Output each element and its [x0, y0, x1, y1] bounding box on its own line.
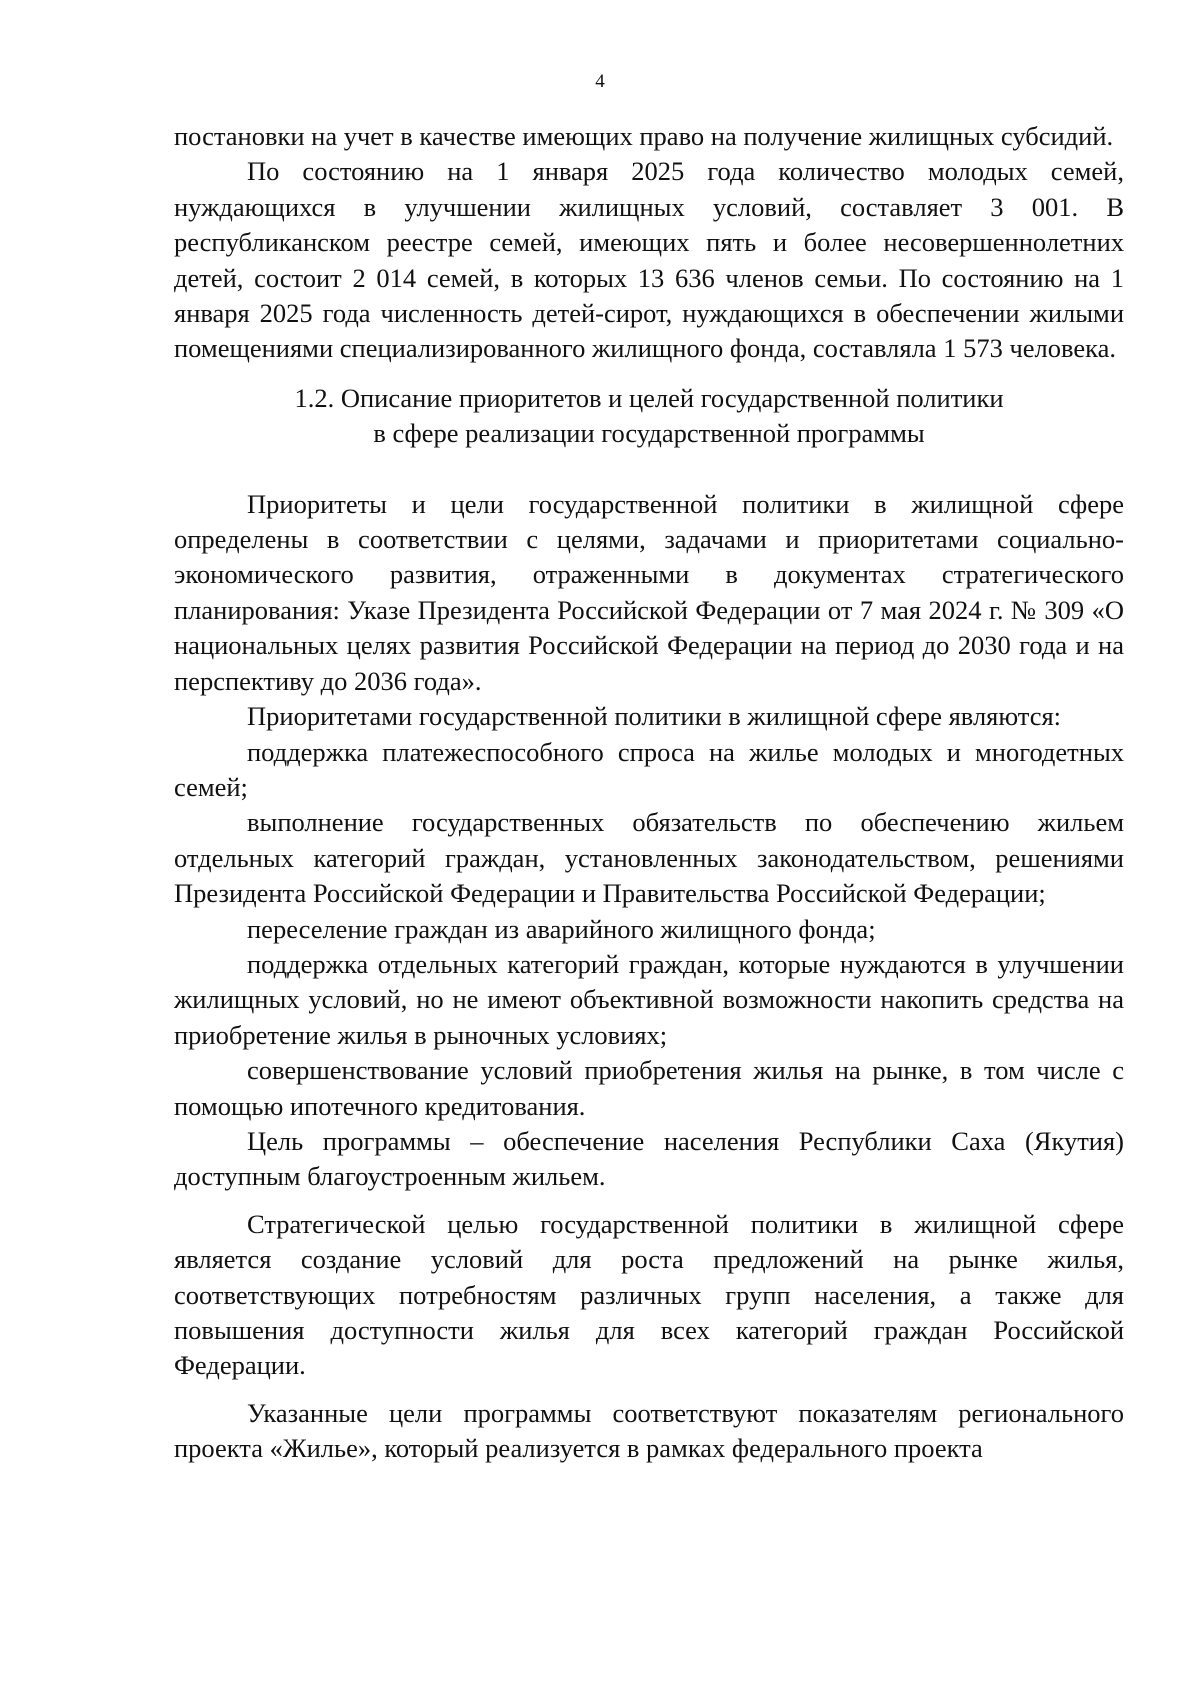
list-item-priority: совершенствование условий приобретения жилья на рынке, в том числе с помощью ипотечного кредитования.	[174, 1055, 1124, 1121]
page-body	[174, 119, 1124, 1467]
list-item-priority: поддержка отдельных категорий граждан, которые нуждаются в улучшении жилищных условий, но не имеют объективной возможности накопить средства на приобретение жилья в рыночных условиях;	[174, 948, 1124, 1050]
page-number: 4	[595, 71, 605, 92]
paragraph-priorities-intro: Приоритетами государственной политики в жилищной сфере являются:	[247, 701, 1062, 732]
section-heading	[174, 381, 1124, 452]
paragraph-continuation: постановки на учет в качестве имеющих право на получение жилищных субсидий.	[174, 121, 1114, 151]
paragraph-regional-project: Указанные цели программы соответствуют показателям регионального проекта «Жилье», который реализуется в рамках федерального проекта	[174, 1397, 1124, 1464]
section-heading-line-2: в сфере реализации государственной программы	[373, 418, 925, 449]
paragraph-strategic-goal: Стратегической целью государственной политики в жилищной сфере является создание условий для роста предложений на рынке жилья, соответствующих потребностям различных групп населения, а также для повышения доступности жилья для всех категорий граждан Российской Федерации.	[174, 1208, 1124, 1381]
paragraph-priorities-goals: Приоритеты и цели государственной политики в жилищной сфере определены в соответствии с целями, задачами и приоритетами социально-экономического развития, отраженными в документах стратегического планирования: Указе Президента Российской Федерации от 7 мая 2024 г. № 309 «О национальных целях развития Российской Федерации на период до 2030 года и на перспективу до 2036 года».	[174, 488, 1124, 696]
paragraph-program-goal: Цель программы – обеспечение населения Республики Саха (Якутия) доступным благоустроенным жильем.	[174, 1125, 1124, 1192]
list-item-priority: выполнение государственных обязательств по обеспечению жильем отдельных категорий граждан, установленных законодательством, решениями Президента Российской Федерации и Правительства Российской Федерации;	[174, 807, 1124, 909]
section-heading-line-1: 1.2. Описание приоритетов и целей государственной политики	[294, 382, 1004, 413]
paragraph-statistics: По состоянию на 1 января 2025 года количество молодых семей, нуждающихся в улучшении жилищных условий, составляет 3 001. В республиканском реестре семей, имеющих пять и более несовершеннолетних детей, состоит 2 014 семей, в которых 13 636 членов семьи. По состоянию на 1 января 2025 года численность детей-сирот, нуждающихся в обеспечении жилыми помещениями специализированного жилищного фонда, составляла 1 573 человека.	[174, 156, 1124, 364]
list-item-priority: переселение граждан из аварийного жилищного фонда;	[247, 913, 876, 944]
list-item-priority: поддержка платежеспособного спроса на жилье молодых и многодетных семей;	[174, 736, 1124, 802]
